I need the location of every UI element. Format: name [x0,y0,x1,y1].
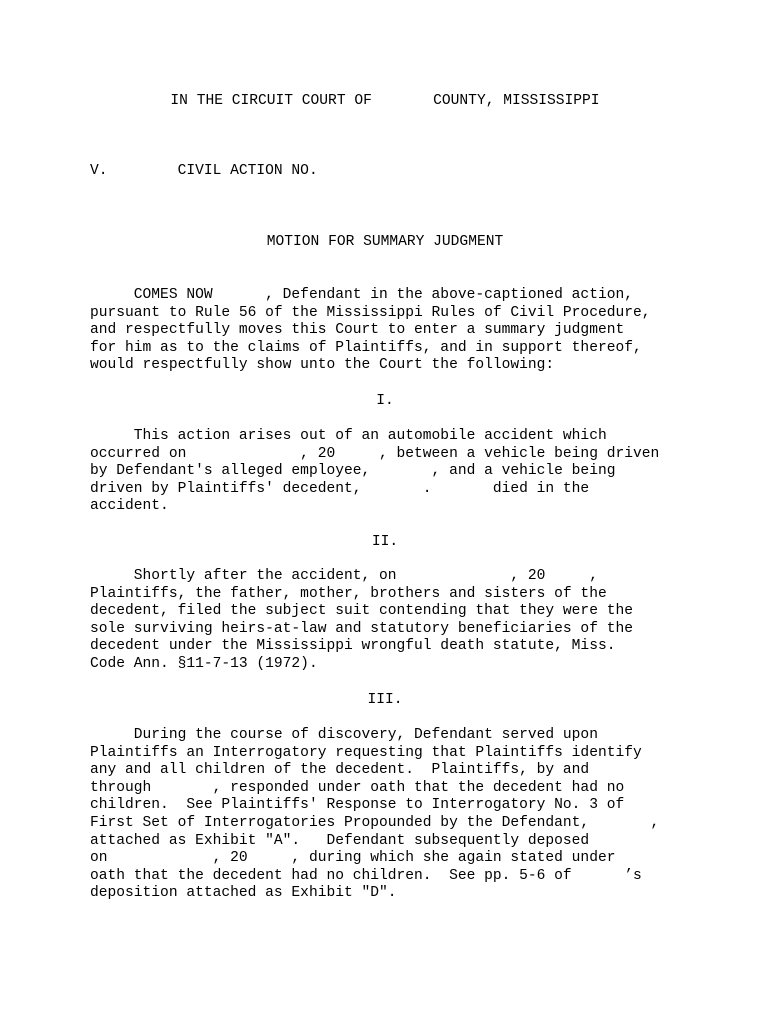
intro-paragraph [90,287,690,375]
paragraph-line: First Set of Interrogatories Propounded by the Defendant, , [90,814,660,831]
paragraph-line: any and all children of the decedent. Plaintiffs, by and [90,762,590,779]
paragraph-line: occurred on , 20 , between a vehicle being driven [90,445,660,462]
paragraph-line: sole surviving heirs-at-law and statutory beneficiaries of the [90,620,633,637]
paragraph-line: This action arises out of an automobile accident which [90,428,607,444]
case-caption: V. CIVIL ACTION NO. [90,163,318,179]
paragraph-line: Plaintiffs, the father, mother, brothers and sisters of the [90,585,607,602]
paragraph-line: COMES NOW , Defendant in the above-captioned action, [90,287,633,303]
paragraph-line: would respectfully show unto the Court the following: [90,357,555,374]
court-caption: IN THE CIRCUIT COURT OF COUNTY, MISSISSIPPI [170,93,600,109]
paragraph-line: deposition attached as Exhibit "D". [90,885,397,902]
section-1-paragraph [90,428,690,516]
paragraph-line: attached as Exhibit "A". Defendant subsequently deposed [90,832,590,849]
paragraph-line: Code Ann. §11-7-13 (1972). [90,655,318,672]
paragraph-line: pursuant to Rule 56 of the Mississippi Rules of Civil Procedure, [90,304,651,321]
paragraph-line: and respectfully moves this Court to enter a summary judgment [90,322,625,339]
paragraph-line: Plaintiffs an Interrogatory requesting that Plaintiffs identify [90,744,642,761]
paragraph-line: through , responded under oath that the decedent had no [90,779,625,796]
section-numeral-1: I. [376,393,394,409]
paragraph-line: for him as to the claims of Plaintiffs, and in support thereof, [90,339,642,356]
paragraph-line: by Defendant's alleged employee, , and a vehicle being [90,463,616,480]
section-2-paragraph [90,568,690,674]
paragraph-line: decedent under the Mississippi wrongful death statute, Miss. [90,638,616,655]
document-title: MOTION FOR SUMMARY JUDGMENT [266,234,504,250]
paragraph-line: driven by Plaintiffs' decedent, . died in the [90,480,590,497]
paragraph-line: accident. [90,498,169,515]
paragraph-line: decedent, filed the subject suit contending that they were the [90,603,633,620]
paragraph-line: children. See Plaintiffs' Response to Interrogatory No. 3 of [90,797,625,814]
section-numeral-3: III. [367,692,403,708]
paragraph-line: oath that the decedent had no children. See pp. 5-6 of ’s [90,867,642,884]
paragraph-line: Shortly after the accident, on , 20 , [90,568,598,584]
paragraph-line: on , 20 , during which she again stated under [90,850,616,867]
section-3-paragraph [90,727,690,903]
section-numeral-2: II. [371,534,399,550]
paragraph-line: During the course of discovery, Defendant served upon [90,727,598,743]
